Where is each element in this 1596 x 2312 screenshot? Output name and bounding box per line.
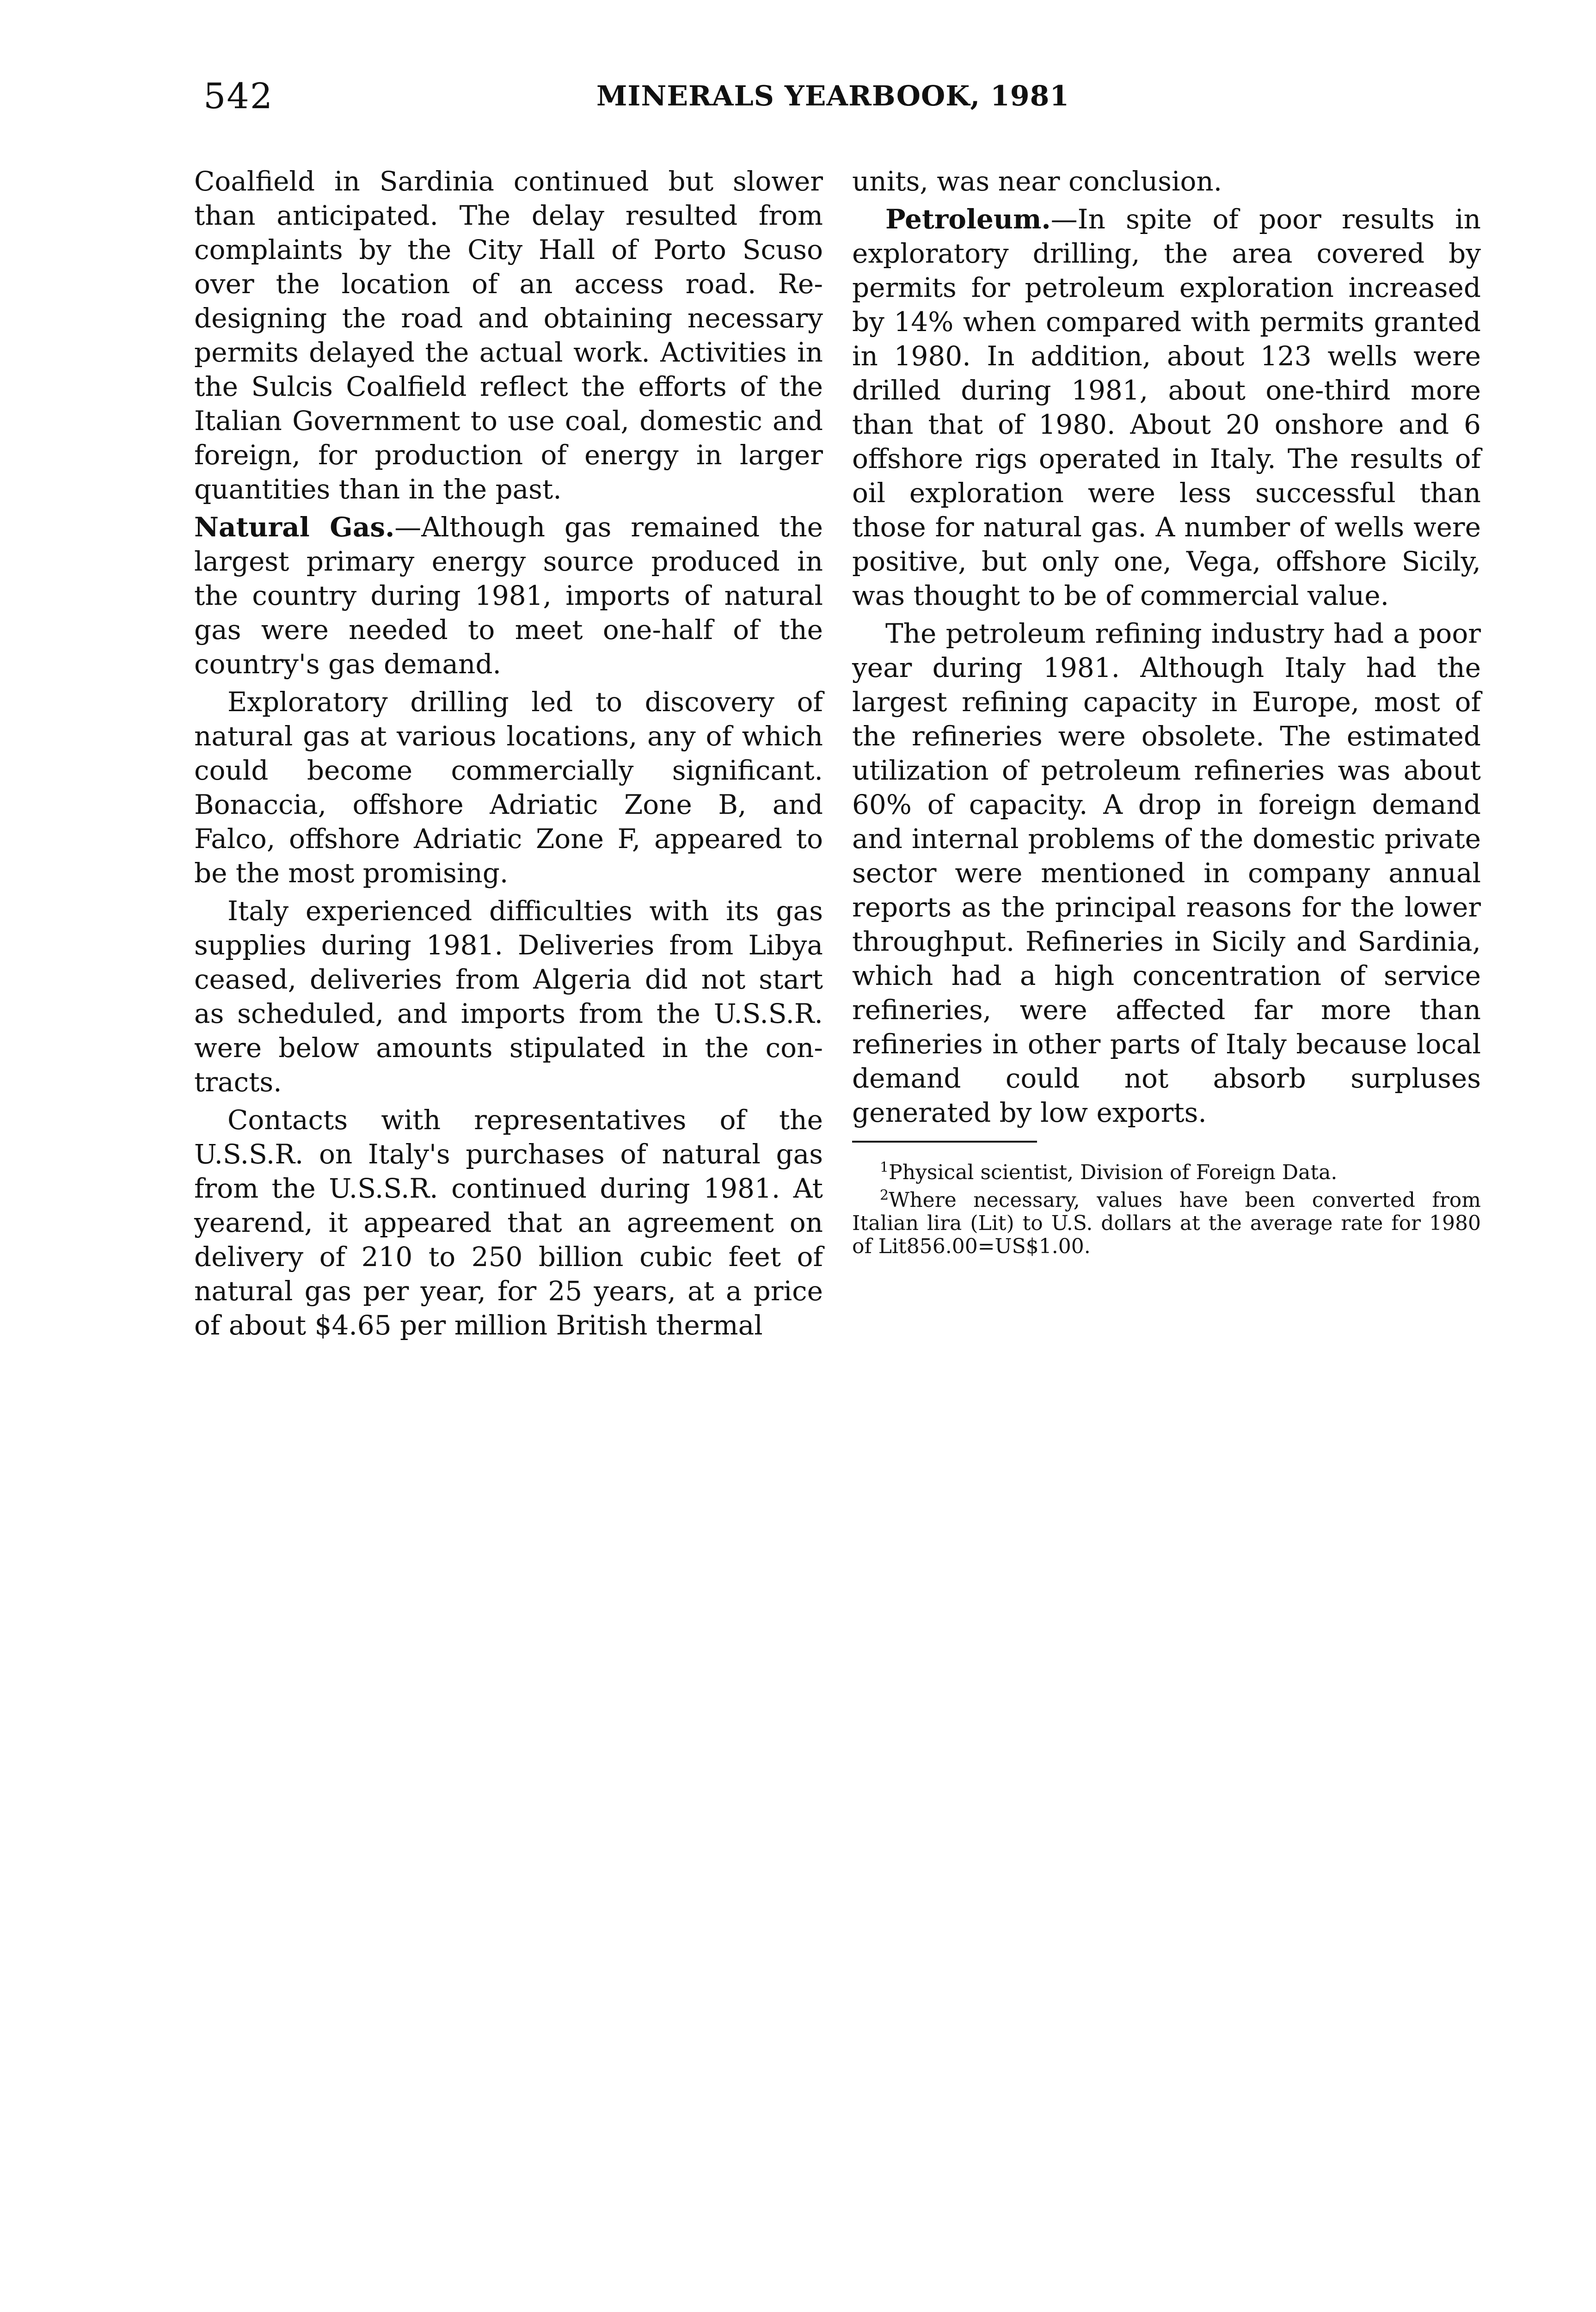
footnote-1 — [852, 1161, 1481, 1184]
paragraph-natural-gas-text: —Although gas remained the largest primary energy source produced in the country during 1981, imports of natural gas were needed to meet one-half of the country's gas demand. — [194, 511, 823, 680]
paragraph-petroleum — [852, 202, 1481, 613]
page-number: 542 — [203, 75, 274, 117]
paragraph-refining: The petroleum refining industry had a poor year during 1981. Although Italy had the largest refining capacity in Europe, most of the refineries were obsolete. The estimated utilization of petroleum refineries was about 60% of capacity. A drop in foreign demand and internal problems of the domestic private sector were mentioned in company annual reports as the principal reasons for the lower throughput. Refineries in Sicily and Sardinia, which had a high concentration of service refineries, were affected far more than refineries in other parts of Italy because local demand could not absorb surpluses generated by low exports. — [852, 618, 1481, 1128]
section-heading-petroleum: Petroleum. — [885, 203, 1051, 235]
left-column — [194, 164, 823, 1346]
paragraph-exploratory-drilling: Exploratory drilling led to discovery of natural gas at various locations, any of which could become commercially significant. Bonaccia, offshore Adriatic Zone B, and Falco, offshore Adriatic Zone F, appeared to be the most promising. — [194, 686, 823, 889]
paragraph-natural-gas — [194, 510, 823, 681]
footnote-1-mark: 1 — [880, 1159, 889, 1176]
footnote-2 — [852, 1189, 1481, 1258]
paragraph-continuation: units, was near conclusion. — [852, 166, 1222, 197]
footnote-1-text: Physical scientist, Division of Foreign Data. — [889, 1161, 1338, 1184]
right-column — [852, 164, 1481, 1263]
paragraph-petroleum-text: —In spite of poor results in exploratory drilling, the area covered by permits for petroleum exploration increased by 14% when compared with permits granted in 1980. In addition, about 123 wells were drilled during 1981, about one-third more than that of 1980. About 20 onshore and 6 offshore rigs operated in Italy. The results of oil exploration were less successful than those for natural gas. A number of wells were positive, but only one, Vega, offshore Sicily, was thought to be of commercial value. — [852, 203, 1481, 611]
footnote-2-text: Where necessary, values have been converted from Italian lira (Lit) to U.S. dollars at the average rate for 1980 of Lit856.00=US$1.00. — [852, 1188, 1481, 1258]
running-title: MINERALS YEARBOOK, 1981 — [596, 80, 1070, 112]
paragraph-gas-supplies: Italy experienced difficulties with its gas supplies during 1981. Deliveries from Libya ceased, deliveries from Algeria did not start as scheduled, and imports from the U.S.S.R. were below amounts stipulated in the contracts. — [194, 895, 823, 1098]
paragraph-ussr-contacts: Contacts with representatives of the U.S.S.R. on Italy's purchases of natural gas from the U.S.S.R. continued during 1981. At yearend, it appeared that an agreement on delivery of 210 to 250 billion cubic feet of natural gas per year, for 25 years, at a price of about $4.65 per million British thermal — [194, 1104, 823, 1341]
footnote-divider — [852, 1141, 1037, 1143]
section-heading-natural-gas: Natural Gas. — [194, 511, 395, 543]
footnote-2-mark: 2 — [880, 1187, 889, 1204]
paragraph-coalfield: Coalfield in Sardinia continued but slower than anticipated. The delay resulted from complaints by the City Hall of Porto Scuso over the location of an access road. Redesigning the road and obtaining necessary permits delayed the actual work. Activities in the Sulcis Coalfield reflect the efforts of the Italian Government to use coal, domestic and foreign, for production of energy in larger quantities than in the past. — [194, 166, 823, 505]
